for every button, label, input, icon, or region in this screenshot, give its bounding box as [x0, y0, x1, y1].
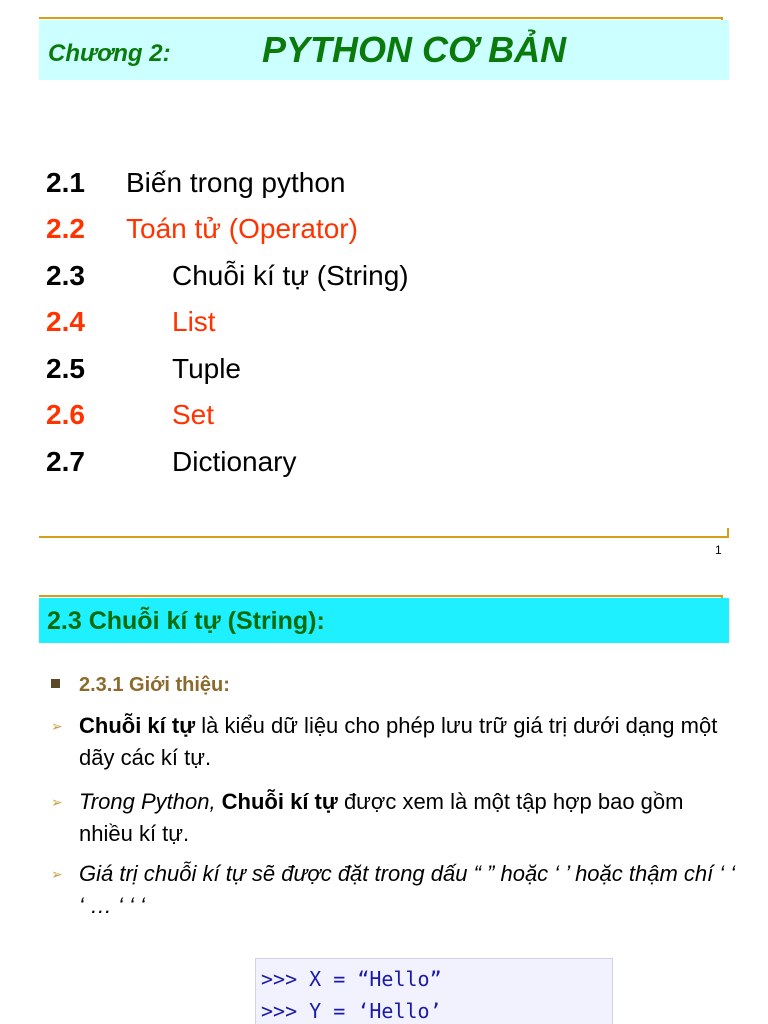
title-top-rule	[39, 17, 723, 19]
arrow-bullet-icon: ➢	[51, 866, 63, 882]
footer-rule	[39, 536, 729, 538]
code-line: >>> Y = ‘Hello’	[261, 999, 442, 1023]
arrow-bullet-icon: ➢	[51, 718, 63, 734]
footer-rule-tick	[727, 528, 729, 538]
paragraph-text: là kiểu dữ liệu cho phép lưu trữ giá trị dưới dạng một dãy các kí tự.	[79, 713, 718, 770]
slide-title: PYTHON CƠ BẢN	[262, 29, 567, 70]
toc-label: List	[172, 306, 216, 337]
toc-label: Biến trong python	[126, 167, 346, 198]
paragraph-3	[51, 858, 739, 922]
toc-number: 2.1	[46, 167, 85, 198]
paragraph-text: Giá trị chuỗi kí tự sẽ được đặt trong dấu “ ” hoặc ‘ ’ hoặc thậm chí ‘ ‘ ‘ … ‘ ‘ ‘	[79, 861, 736, 918]
toc-label: Tuple	[172, 353, 242, 384]
paragraph-bold: Chuỗi kí tự	[79, 713, 196, 738]
toc-label: Set	[172, 399, 215, 430]
page-number: 1	[715, 543, 722, 557]
toc-label: Toán tử (Operator)	[126, 213, 358, 244]
toc-label: Chuỗi kí tự (String)	[172, 260, 409, 291]
paragraph-italic: Trong Python,	[79, 789, 222, 814]
toc-number: 2.2	[46, 213, 85, 244]
toc-number: 2.5	[46, 353, 85, 384]
code-block	[255, 958, 613, 1024]
toc-number: 2.3	[46, 260, 85, 291]
paragraph-bold: Chuỗi kí tự	[221, 789, 338, 814]
square-bullet-icon	[51, 679, 60, 688]
paragraph-1	[51, 710, 739, 774]
slide-title: 2.3 Chuỗi kí tự (String):	[47, 607, 325, 635]
toc-label: Dictionary	[172, 446, 297, 477]
toc-number: 2.6	[46, 399, 85, 430]
code-line: >>> X = “Hello”	[261, 967, 442, 991]
arrow-bullet-icon: ➢	[51, 794, 63, 810]
subheading: 2.3.1 Giới thiệu:	[79, 674, 230, 696]
title-top-rule	[39, 595, 723, 597]
toc-number: 2.4	[46, 306, 85, 337]
paragraph-text: được xem là một tập hợp bao gồm nhiều kí tự.	[79, 789, 684, 846]
toc-number: 2.7	[46, 446, 85, 477]
chapter-label: Chương 2:	[48, 40, 171, 67]
slide-2	[0, 565, 768, 1024]
paragraph-2	[51, 786, 739, 850]
